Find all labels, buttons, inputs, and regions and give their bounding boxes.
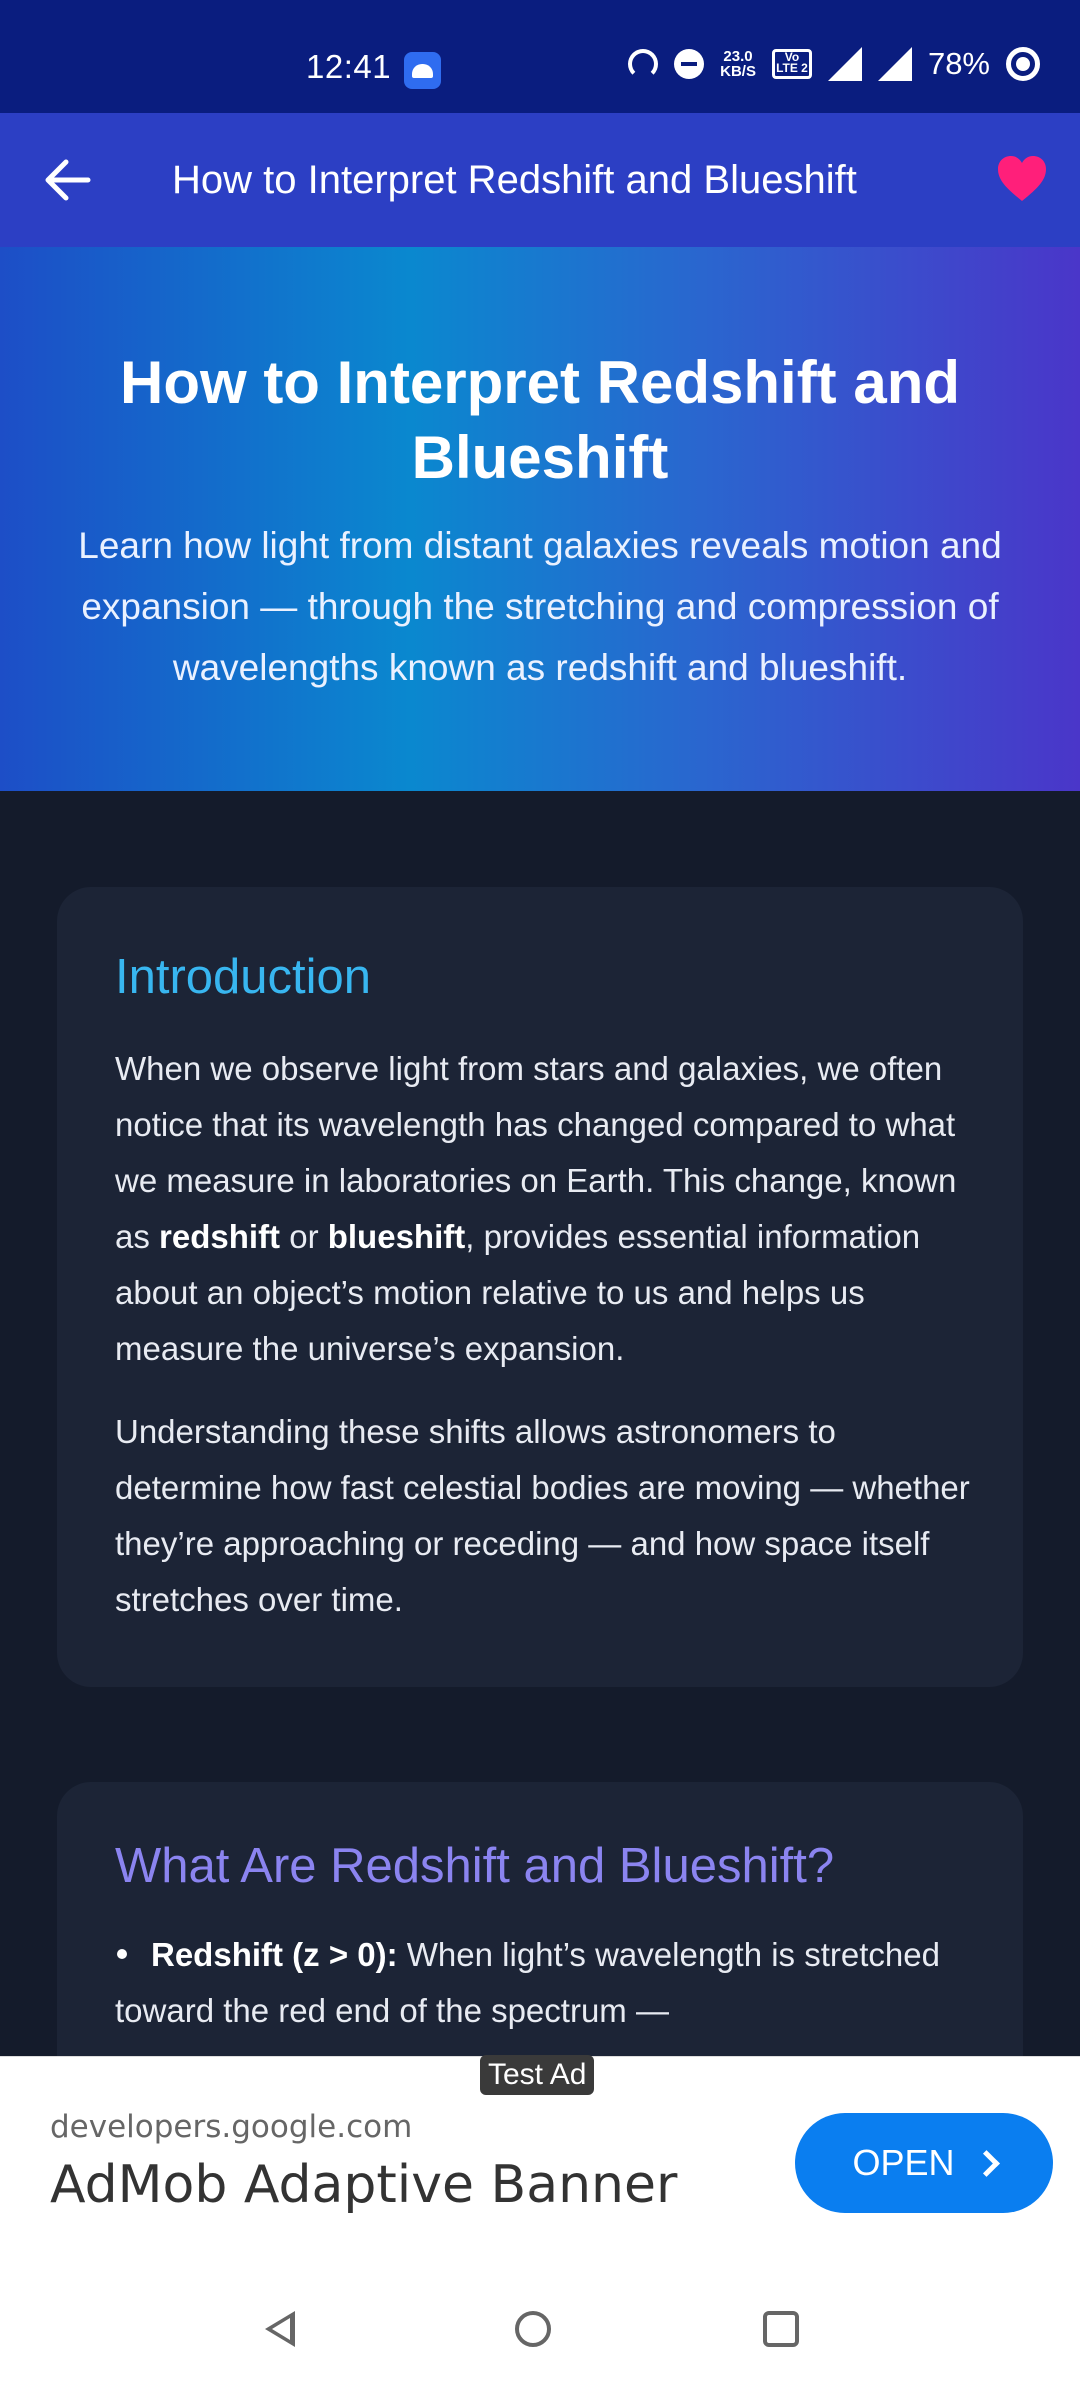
list-item bbox=[115, 1927, 975, 2039]
network-speed-unit: KB/S bbox=[720, 63, 756, 80]
test-ad-label: Test Ad bbox=[480, 2055, 594, 2095]
ad-open-label: OPEN bbox=[852, 2142, 955, 2183]
signal-5g-icon bbox=[878, 47, 912, 81]
hero-subtitle: Learn how light from distant galaxies reveals motion and expansion — through the stretching and compression of wavelengths known as redshift and blueshift. bbox=[78, 525, 1002, 688]
nav-recents-icon[interactable] bbox=[763, 2311, 799, 2347]
bullet-text: When light’s wavelength is stretched toward the red end of the spectrum — bbox=[115, 1936, 940, 2029]
what-are-heading: What Are Redshift and Blueshift? bbox=[115, 1839, 835, 1893]
signal-icon bbox=[828, 47, 862, 81]
favorite-heart-icon[interactable] bbox=[996, 155, 1048, 203]
back-arrow-icon[interactable] bbox=[44, 158, 92, 202]
introduction-paragraph-2: Understanding these shifts allows astronomers to determine how fast celestial bodies are moving — whether they’re approaching or receding — and how space itself stretches over time. bbox=[115, 1413, 970, 1618]
ad-open-button[interactable] bbox=[795, 2113, 1053, 2213]
hero-title: How to Interpret Redshift and Blueshift bbox=[120, 349, 960, 491]
bullet-term: Redshift (z > 0): bbox=[151, 1936, 398, 1973]
bullet-icon bbox=[117, 1949, 127, 1959]
introduction-card bbox=[57, 887, 1023, 1687]
introduction-heading: Introduction bbox=[115, 950, 372, 1004]
status-icons bbox=[628, 46, 1040, 82]
android-notification-icon bbox=[404, 52, 441, 89]
network-speed-value: 23.0 bbox=[723, 48, 753, 65]
status-time: 12:41 bbox=[306, 48, 392, 85]
ad-banner[interactable] bbox=[0, 2056, 1080, 2272]
ad-domain: developers.google.com bbox=[50, 2109, 413, 2145]
nav-home-icon[interactable] bbox=[515, 2311, 551, 2347]
redshift-term: redshift bbox=[159, 1218, 281, 1255]
introduction-paragraph-1 bbox=[115, 1041, 975, 1377]
chevron-right-icon bbox=[973, 2150, 1000, 2177]
intro-text-d: , provides essential information about an object’s motion relative to us and helps us measure the universe’s expansion. bbox=[115, 1218, 921, 1367]
network-speed bbox=[720, 49, 756, 79]
battery-percentage: 78% bbox=[927, 46, 990, 81]
app-bar bbox=[0, 113, 1080, 247]
hotspot-icon bbox=[628, 49, 658, 79]
volte-icon: Vo LTE 2 bbox=[772, 49, 812, 79]
battery-icon bbox=[1006, 47, 1040, 81]
system-nav-bar bbox=[0, 2271, 1080, 2400]
do-not-disturb-icon bbox=[674, 49, 704, 79]
blueshift-term: blueshift bbox=[327, 1218, 466, 1255]
status-bar bbox=[0, 0, 1080, 113]
hero-banner bbox=[0, 247, 1080, 791]
app-bar-title: How to Interpret Redshift and Blueshift bbox=[172, 158, 857, 202]
nav-back-icon[interactable] bbox=[265, 2311, 295, 2347]
ad-title[interactable]: AdMob Adaptive Banner bbox=[50, 2155, 678, 2215]
intro-text-a: When we observe light from stars and galaxies, we often notice that its wavelength has changed compared to what we measure in laboratories on Earth. This change, known as bbox=[115, 1050, 957, 1255]
intro-text-c: or bbox=[280, 1218, 328, 1255]
